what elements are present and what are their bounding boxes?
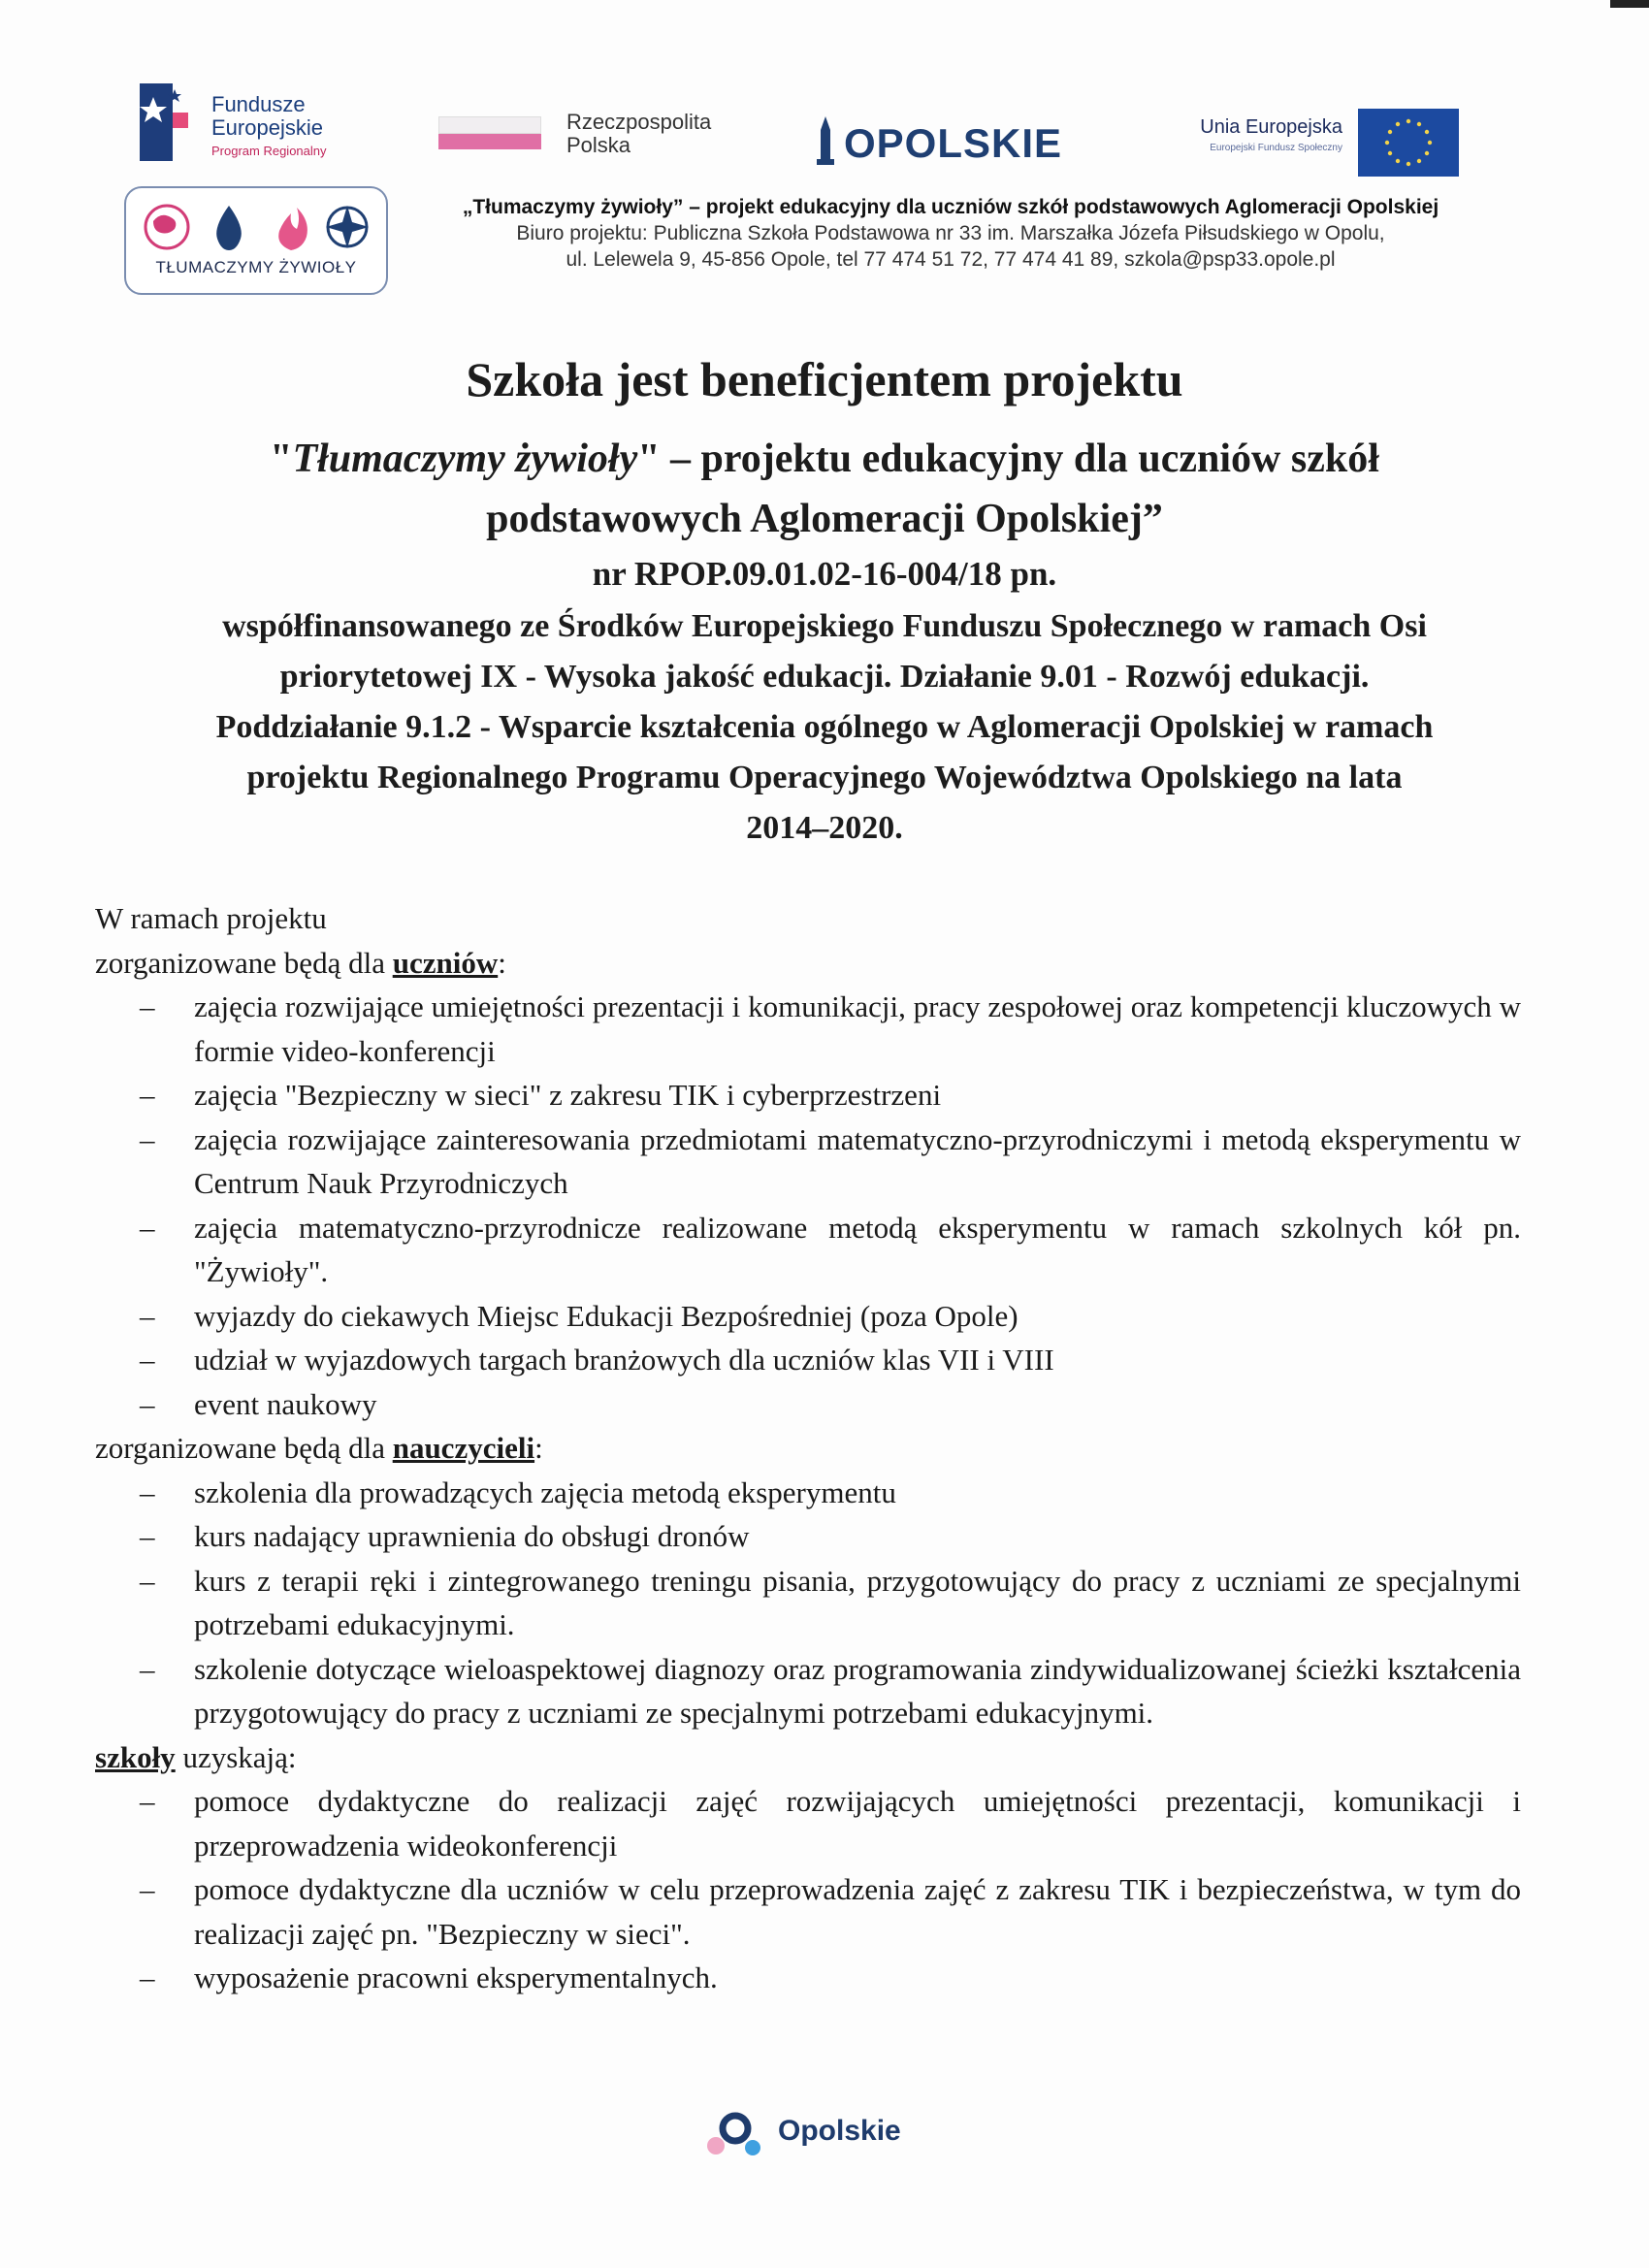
project-logo [124,186,388,295]
students-colon: : [498,945,506,980]
footer-logo-text: Opolskie [778,2115,901,2147]
schools-heading [95,1735,1521,1780]
scan-edge-mark [1610,0,1649,8]
cofin-line4: projektu Regionalnego Programu Operacyjnego Województwa Opolskiego na lata [246,760,1403,795]
list-item: – zajęcia rozwijające umiejętności prezentacji i komunikacji, pracy zespołowej oraz kompetencji kluczowych w formie video-konferencji [95,985,1521,1073]
list-item: – udział w wyjazdowych targach branżowych dla uczniów klas VII i VIII [95,1338,1521,1382]
schools-keyword: szkoły [95,1739,176,1774]
subtitle-line2: podstawowych Aglomeracji Opolskiej” [486,497,1163,541]
list-item: – pomoce dydaktyczne do realizacji zajęć rozwijających umiejętności prezentacji, komunikacji i przeprowadzenia wideokonferencji [95,1779,1521,1867]
earth-icon [146,206,188,248]
body-intro: W ramach projektu [95,901,327,935]
opolskie-logo-text: OPOLSKIE [844,120,1063,166]
ue-text [1116,116,1342,159]
teachers-lead: zorganizowane będą dla [95,1431,393,1465]
subtitle-rest: " – projektu edukacyjny dla uczniów szkół [637,437,1379,481]
water-drop-icon [216,206,242,250]
subtitle-line1 [97,429,1552,489]
schools-list [95,1779,1521,2000]
ue-line2: Europejski Fundusz Społeczny [1210,143,1342,153]
fundusze-europejskie-logo [136,80,378,167]
polish-flag-icon [438,109,541,155]
opolskie-logo [815,109,1096,171]
teachers-keyword: nauczycieli [392,1431,535,1465]
students-heading [95,941,1521,986]
fire-icon [278,208,307,250]
rp-text [566,111,711,157]
page-title: Szkoła jest beneficjentem projektu [466,352,1183,406]
cofin-line1: współfinansowanego ze Środków Europejskiego Funduszu Społecznego w ramach Osi [222,608,1427,644]
project-number: nr RPOP.09.01.02-16-004/18 pn. [592,555,1057,593]
list-item: – szkolenia dla prowadzących zajęcia metodą eksperymentu [95,1471,1521,1515]
list-item: – zajęcia rozwijające zainteresowania przedmiotami matematyczno-przyrodniczymi i metodą eksperymentu w Centrum Nauk Przyrodniczych [95,1118,1521,1206]
teachers-colon: : [534,1431,543,1465]
students-list [95,985,1521,1426]
fe-star-icon [140,83,188,161]
opolskie-tower-icon [815,116,836,167]
cofin-line3: Poddziałanie 9.1.2 - Wsparcie kształcenia ogólnego w Aglomeracji Opolskiej w ramach [215,709,1434,745]
rzeczpospolita-polska-logo [438,109,759,161]
list-item: – kurs nadający uprawnienia do obsługi dronów [95,1514,1521,1559]
unia-europejska-logo [1112,109,1461,180]
project-subtitle [97,429,1552,549]
list-item: – pomoce dydaktyczne dla uczniów w celu przeprowadzenia zajęć z zakresu TIK i bezpieczeństwa, w tym do realizacji zajęć pn. "Bezpieczny w sieci". [95,1867,1521,1956]
teachers-heading [95,1426,1521,1471]
list-item: – wyjazdy do ciekawych Miejsc Edukacji Bezpośredniej (poza Opole) [95,1294,1521,1339]
list-item: – kurs z terapii ręki i zintegrowanego treningu pisania, przygotowujący do pracy z uczniami ze specjalnymi potrzebami edukacyjnymi. [95,1559,1521,1647]
cofin-line5: 2014–2020. [746,810,903,846]
ue-line1: Unia Europejska [1200,116,1342,138]
project-info [398,194,1504,273]
wind-rose-icon [326,206,369,248]
fe-text [211,93,327,163]
rp-line1: Rzeczpospolita [566,110,712,134]
eu-flag-icon [1358,109,1459,177]
project-info-line3: ul. Lelewela 9, 45-856 Opole, tel 77 474 51 72, 77 474 41 89, szkola@psp33.opole.pl [566,248,1336,271]
quote-open: " [270,437,293,481]
list-item: – zajęcia "Bezpieczny w sieci" z zakresu TIK i cyberprzestrzeni [95,1073,1521,1118]
project-info-line1: „Tłumaczymy żywioły” – projekt edukacyjny dla uczniów szkół podstawowych Aglomeracji Opolskiej [462,196,1439,218]
list-item: – event naukowy [95,1382,1521,1427]
project-logo-label: TŁUMACZYMY ŻYWIOŁY [155,258,357,276]
elements-icons [140,200,374,254]
fe-line3: Program Regionalny [211,144,327,158]
schools-lead: uzyskają: [175,1739,297,1774]
students-keyword: uczniów [392,945,499,980]
list-item: – wyposażenie pracowni eksperymentalnych. [95,1956,1521,2000]
list-item: – zajęcia matematyczno-przyrodnicze realizowane metodą eksperymentu w ramach szkolnych kół pn. "Żywioły". [95,1206,1521,1294]
cofinancing-text [87,601,1562,854]
list-item: – szkolenie dotyczące wieloaspektowej diagnozy oraz programowania zindywidualizowanej ścieżki kształcenia przygotowujący do pracy z uczniami ze specjalnymi potrzebami edukacyjnymi. [95,1647,1521,1735]
project-info-line2: Biuro projektu: Publiczna Szkoła Podstawowa nr 33 im. Marszałka Józefa Piłsudskiego w Opolu, [516,222,1385,244]
fe-line1: Fundusze [211,92,306,116]
body-content [95,896,1521,2000]
project-name: Tłumaczymy żywioły [292,437,638,481]
teachers-list [95,1471,1521,1735]
cofin-line2: priorytetowej IX - Wysoka jakość edukacji. Działanie 9.01 - Rozwój edukacji. [279,659,1370,695]
opolskie-circles-icon [695,2105,772,2163]
students-lead: zorganizowane będą dla [95,945,393,980]
footer-opolskie-logo [695,2105,918,2163]
fe-line2: Europejskie [211,115,323,140]
rp-line2: Polska [566,133,631,157]
